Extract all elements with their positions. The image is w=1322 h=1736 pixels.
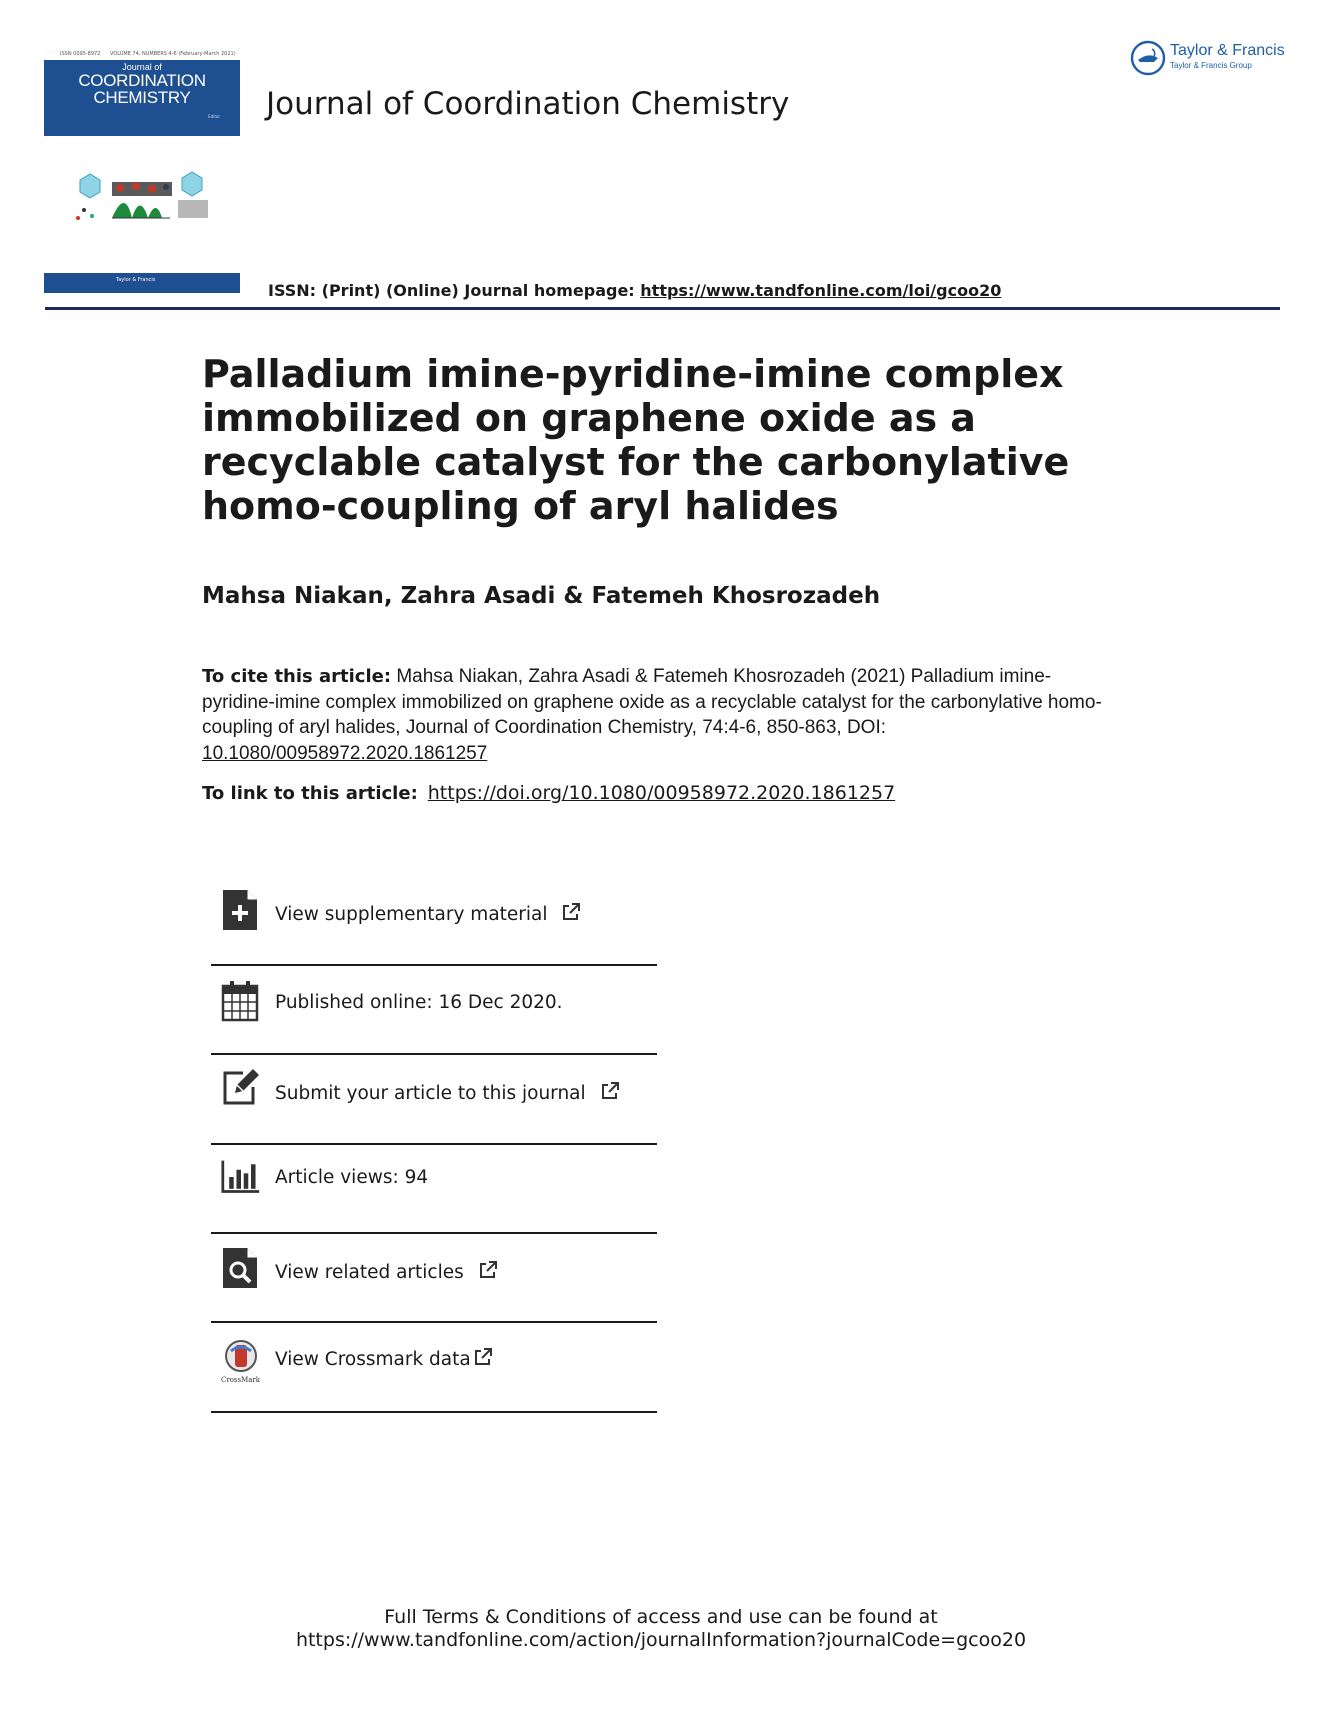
cover-volume: VOLUME 74, NUMBERS 4-6 (February-March 2021) [109, 51, 236, 57]
citation-block [202, 664, 1122, 766]
publisher-logo[interactable] [1130, 40, 1290, 76]
edit-pencil-icon [221, 1065, 261, 1109]
publisher-lamp-icon [1130, 40, 1166, 76]
related-articles-row[interactable] [211, 1232, 657, 1323]
external-link-icon [473, 1347, 493, 1367]
published-online-label: Published online: 16 Dec 2020. [275, 992, 563, 1013]
crossmark-badge [221, 1339, 261, 1383]
cover-footer [44, 273, 240, 293]
article-link-label: To link to this article: [202, 783, 418, 804]
issn-prefix: ISSN: (Print) (Online) Journal homepage: [268, 281, 641, 300]
header-divider [45, 307, 1280, 310]
cover-editor-strip [44, 110, 240, 136]
article-link-line [202, 782, 895, 804]
bar-chart-icon [221, 1155, 261, 1199]
journal-homepage-link[interactable]: https://www.tandfonline.com/loi/gcoo20 [640, 281, 1002, 300]
external-link-icon [600, 1081, 620, 1101]
document-search-icon [221, 1246, 261, 1290]
publisher-name: Taylor & Francis [1170, 42, 1285, 59]
citation-label: To cite this article: [202, 666, 392, 687]
publisher-group: Taylor & Francis Group [1170, 61, 1252, 70]
article-authors: Mahsa Niakan, Zahra Asadi & Fatemeh Khosrozadeh [202, 583, 881, 609]
cover-publisher: Taylor & Francis [116, 277, 156, 283]
supplementary-material-label: View supplementary material [275, 904, 548, 925]
external-link-icon [478, 1260, 498, 1280]
article-doi-url-link[interactable]: https://doi.org/10.1080/00958972.2020.1861257 [427, 782, 896, 804]
cover-editor: Editor [208, 114, 220, 119]
cover-band [44, 60, 240, 110]
submit-article-label: Submit your article to this journal [275, 1083, 586, 1104]
cover-issn: ISSN 0095-8972 [60, 51, 101, 57]
cover-meta [60, 51, 236, 57]
article-views-row [211, 1143, 657, 1234]
terms-footer-line1: Full Terms & Conditions of access and use can be found at [384, 1606, 938, 1628]
crossmark-row[interactable] [211, 1321, 657, 1413]
citation-text: Mahsa Niakan, Zahra Asadi & Fatemeh Khosrozadeh (2021) Palladium imine-pyridine-imine complex immobilized on graphene oxide as a recyclable catalyst for the carbonylative homo-coupling of aryl halides, Journal of Coordination Chemistry, 74:4-6, 850-863, DOI: [202, 666, 1102, 738]
document-plus-icon [221, 888, 261, 932]
submit-article-row[interactable] [211, 1053, 657, 1145]
journal-title: Journal of Coordination Chemistry [266, 86, 790, 122]
terms-footer-url[interactable]: https://www.tandfonline.com/action/journalInformation?journalCode=gcoo20 [295, 1629, 1027, 1651]
journal-cover [44, 50, 240, 295]
calendar-icon [221, 980, 261, 1024]
article-title: Palladium imine-pyridine-imine complex immobilized on graphene oxide as a recyclable catalyst for the carbonylative homo-coupling of aryl halides [202, 352, 1070, 528]
cover-artwork-icon [70, 168, 220, 228]
crossmark-icon [221, 1339, 261, 1373]
related-articles-label: View related articles [275, 1262, 464, 1283]
published-online-row [211, 964, 657, 1055]
terms-footer [0, 1606, 1322, 1652]
issn-line [268, 281, 1001, 300]
crossmark-caption: CrossMark [221, 1376, 261, 1384]
crossmark-label: View Crossmark data [275, 1349, 471, 1370]
article-views-label: Article views: 94 [275, 1167, 429, 1188]
supplementary-material-row[interactable] [211, 876, 657, 966]
citation-doi-link[interactable]: 10.1080/00958972.2020.1861257 [202, 742, 488, 764]
cover-chemistry: CHEMISTRY [93, 88, 191, 107]
external-link-icon [561, 902, 581, 922]
cover-coordination: COORDINATION [78, 71, 206, 90]
cover-journal-of: Journal of [122, 62, 162, 72]
